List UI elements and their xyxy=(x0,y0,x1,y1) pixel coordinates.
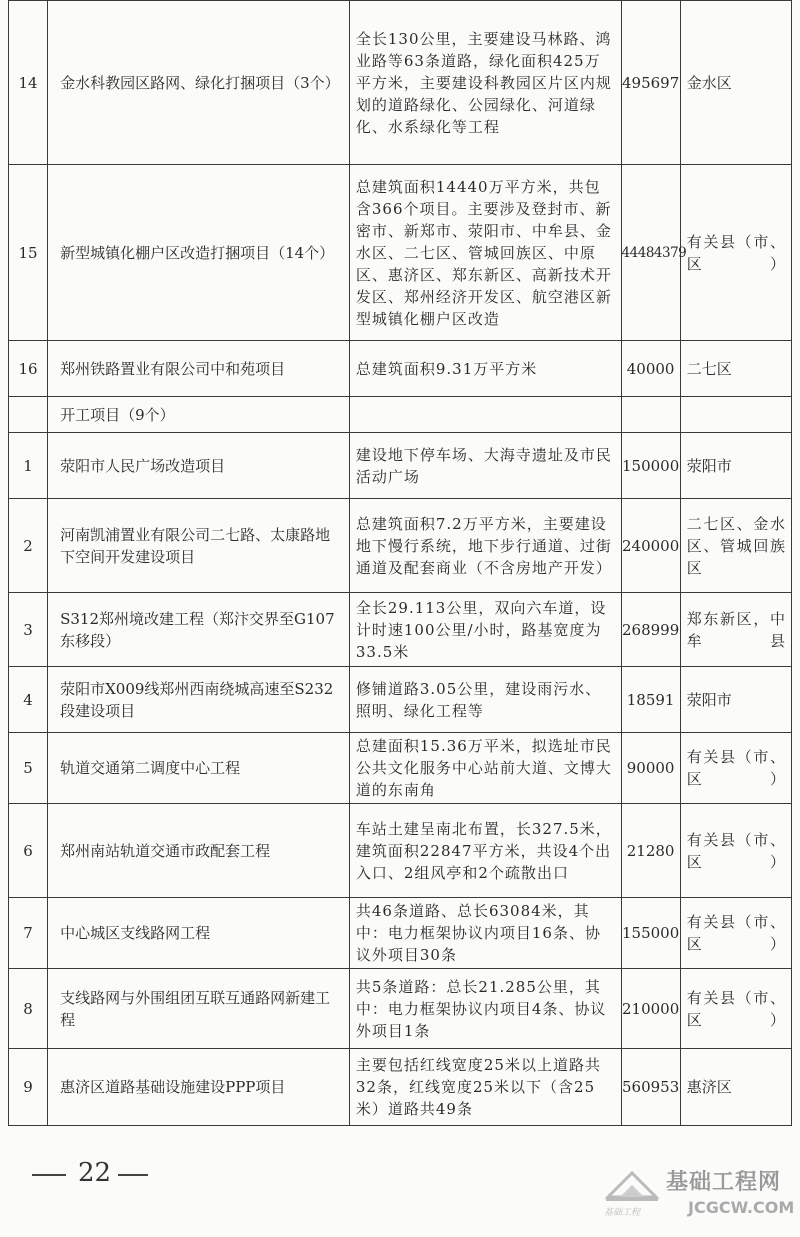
project-name: 轨道交通第二调度中心工程 xyxy=(48,733,350,804)
project-name: 荥阳市人民广场改造项目 xyxy=(48,433,350,499)
project-content: 总建筑面积9.31万平方米 xyxy=(349,341,621,397)
table-row xyxy=(9,341,792,397)
table-row xyxy=(9,667,792,733)
investment-amount xyxy=(621,397,680,433)
project-location: 郑东新区，中牟县 xyxy=(680,593,791,667)
table-row xyxy=(9,969,792,1049)
investment-amount: 150000 xyxy=(621,433,680,499)
row-number: 1 xyxy=(9,433,48,499)
project-name: 惠济区道路基础设施建设PPP项目 xyxy=(48,1049,350,1126)
project-location: 有关县（市、区） xyxy=(680,165,791,341)
table-row xyxy=(9,733,792,804)
project-location: 有关县（市、区） xyxy=(680,969,791,1049)
row-number: 4 xyxy=(9,667,48,733)
watermark-small: 基础工程 xyxy=(604,1208,641,1218)
investment-amount: 495697 xyxy=(621,1,680,165)
table-row xyxy=(9,593,792,667)
project-name: 新型城镇化棚户区改造打捆项目（14个） xyxy=(48,165,350,341)
project-location: 惠济区 xyxy=(680,1049,791,1126)
project-location: 二七区、金水区、管城回族区 xyxy=(680,499,791,593)
project-content: 总建筑面积14440万平方米，共包含366个项目。主要涉及登封市、新密市、新郑市、荥阳市、中牟县、金水区、二七区、管城回族区、中原区、惠济区、郑东新区、高新技术开发区、郑州经济开发区、航空港区新型城镇化棚户区改造 xyxy=(349,165,621,341)
project-location: 荥阳市 xyxy=(680,433,791,499)
investment-amount: 210000 xyxy=(621,969,680,1049)
row-number: 15 xyxy=(9,165,48,341)
project-table xyxy=(8,0,792,1126)
table-row xyxy=(9,804,792,898)
footer-dash-left xyxy=(32,1174,66,1176)
table-row xyxy=(9,165,792,341)
building-logo-icon xyxy=(602,1165,662,1205)
investment-amount: 40000 xyxy=(621,341,680,397)
project-name: 河南凯浦置业有限公司二七路、太康路地下空间开发建设项目 xyxy=(48,499,350,593)
row-number: 7 xyxy=(9,898,48,969)
project-content: 建设地下停车场、大海寺遗址及市民活动广场 xyxy=(349,433,621,499)
watermark-cn: 基础工程网 xyxy=(666,1170,782,1195)
project-content: 总建面积15.36万平米，拟选址市民公共文化服务中心站前大道、文博大道的东南角 xyxy=(349,733,621,804)
table-row xyxy=(9,397,792,433)
row-number: 14 xyxy=(9,1,48,165)
row-number: 2 xyxy=(9,499,48,593)
investment-amount: 560953 xyxy=(621,1049,680,1126)
row-number: 6 xyxy=(9,804,48,898)
investment-amount: 44484379 xyxy=(621,165,680,341)
project-content: 共46条道路、总长63084米，其中：电力框架协议内项目16条、协议外项目30条 xyxy=(349,898,621,969)
page-number: 22 xyxy=(78,1158,112,1188)
row-number: 16 xyxy=(9,341,48,397)
project-content xyxy=(349,397,621,433)
row-number: 5 xyxy=(9,733,48,804)
table-row xyxy=(9,433,792,499)
project-location: 有关县（市、区） xyxy=(680,804,791,898)
row-number: 9 xyxy=(9,1049,48,1126)
investment-amount: 21280 xyxy=(621,804,680,898)
table-row xyxy=(9,1049,792,1126)
project-name: S312郑州境改建工程（郑汴交界至G107东移段） xyxy=(48,593,350,667)
project-name: 郑州铁路置业有限公司中和苑项目 xyxy=(48,341,350,397)
project-content: 共5条道路：总长21.285公里，其中：电力框架协议内项目4条、协议外项目1条 xyxy=(349,969,621,1049)
project-location xyxy=(680,397,791,433)
project-name: 荥阳市X009线郑州西南绕城高速至S232段建设项目 xyxy=(48,667,350,733)
project-name: 支线路网与外围组团互联互通路网新建工程 xyxy=(48,969,350,1049)
table-row xyxy=(9,1,792,165)
watermark-logo xyxy=(600,1165,795,1227)
table-row xyxy=(9,499,792,593)
row-number xyxy=(9,397,48,433)
project-location: 有关县（市、区） xyxy=(680,898,791,969)
row-number: 3 xyxy=(9,593,48,667)
investment-amount: 240000 xyxy=(621,499,680,593)
project-location: 有关县（市、区） xyxy=(680,733,791,804)
project-name: 开工项目（9个） xyxy=(48,397,350,433)
project-content: 全长29.113公里，双向六车道，设计时速100公里/小时，路基宽度为33.5米 xyxy=(349,593,621,667)
project-name: 金水科教园区路网、绿化打捆项目（3个） xyxy=(48,1,350,165)
project-content: 总建筑面积7.2万平方米，主要建设地下慢行系统，地下步行通道、过街通道及配套商业（不含房地产开发） xyxy=(349,499,621,593)
investment-amount: 90000 xyxy=(621,733,680,804)
table-row xyxy=(9,898,792,969)
project-content: 修铺道路3.05公里，建设雨污水、照明、绿化工程等 xyxy=(349,667,621,733)
investment-amount: 268999 xyxy=(621,593,680,667)
project-name: 中心城区支线路网工程 xyxy=(48,898,350,969)
investment-amount: 18591 xyxy=(621,667,680,733)
project-location: 荥阳市 xyxy=(680,667,791,733)
investment-amount: 155000 xyxy=(621,898,680,969)
project-location: 金水区 xyxy=(680,1,791,165)
project-content: 车站土建呈南北布置，长327.5米，建筑面积22847平方米，共设4个出入口、2组风亭和2个疏散出口 xyxy=(349,804,621,898)
watermark-en: JCGCW.COM xyxy=(688,1198,795,1217)
project-content: 主要包括红线宽度25米以上道路共32条，红线宽度25米以下（含25米）道路共49条 xyxy=(349,1049,621,1126)
project-location: 二七区 xyxy=(680,341,791,397)
footer-dash-right xyxy=(118,1174,148,1176)
row-number: 8 xyxy=(9,969,48,1049)
project-content: 全长130公里，主要建设马林路、鸿业路等63条道路，绿化面积425万平方米，主要建设科教园区片区内规划的道路绿化、公园绿化、河道绿化、水系绿化等工程 xyxy=(349,1,621,165)
project-name: 郑州南站轨道交通市政配套工程 xyxy=(48,804,350,898)
